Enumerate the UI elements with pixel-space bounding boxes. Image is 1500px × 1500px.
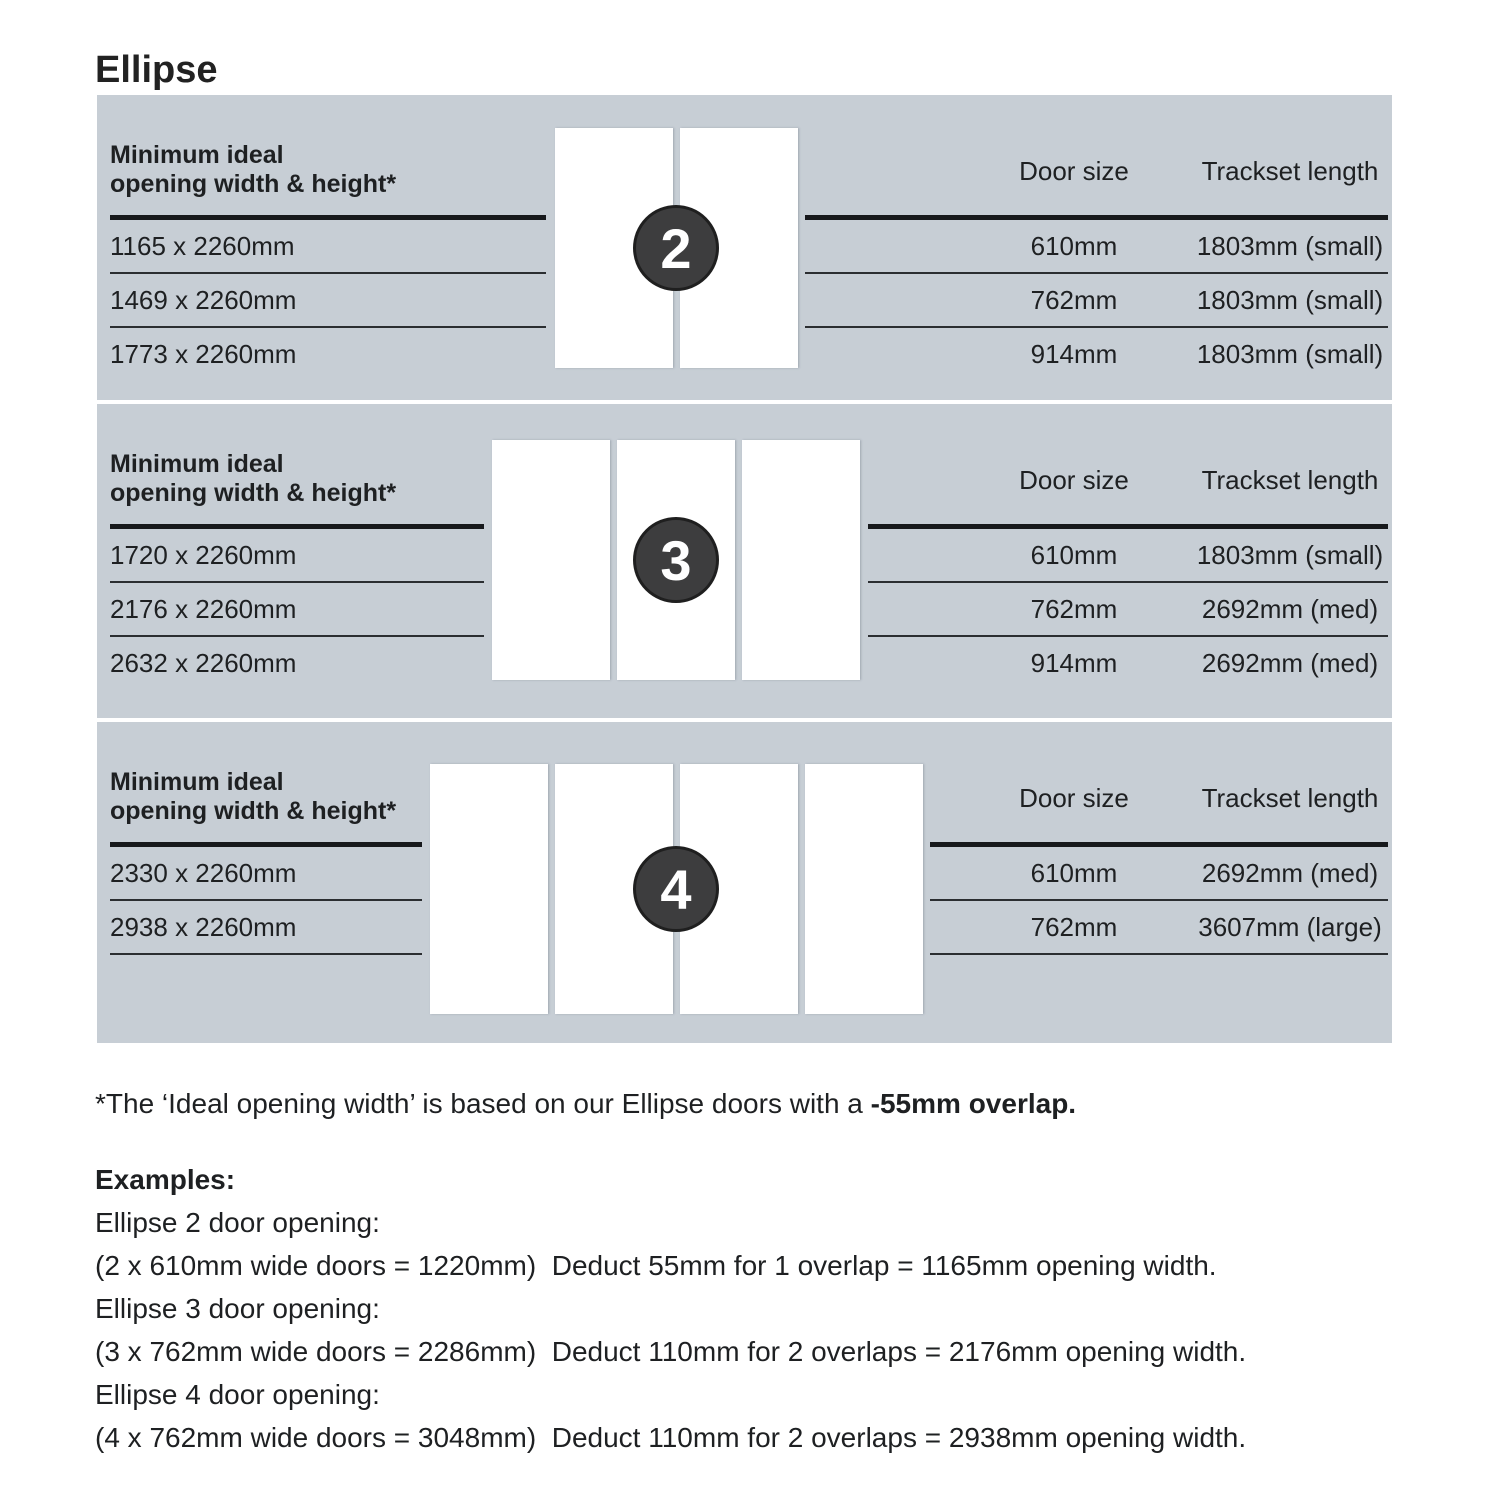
- size-table-column: [868, 450, 1388, 689]
- door-size-col-header: Door size: [1019, 464, 1129, 495]
- row-filler: [868, 637, 956, 689]
- size-table-row: [930, 901, 1388, 955]
- opening-size-header-line1: Minimum ideal: [110, 450, 284, 478]
- row-filler: [805, 274, 956, 326]
- door-size-value: 762mm: [1030, 285, 1118, 315]
- door-config-section: [97, 404, 1392, 718]
- size-table-column: [930, 768, 1388, 955]
- size-table-row: [805, 274, 1388, 328]
- example-detail: (3 x 762mm wide doors = 2286mm) Deduct 110mm for 2 overlaps = 2176mm opening width.: [95, 1336, 1247, 1367]
- trackset-length-value: 3607mm (large): [1198, 912, 1382, 942]
- example-detail: (4 x 762mm wide doors = 3048mm) Deduct 110mm for 2 overlaps = 2938mm opening width.: [95, 1422, 1247, 1453]
- door-panel: [492, 440, 610, 680]
- opening-size-header-line1: Minimum ideal: [110, 768, 284, 796]
- opening-size-column: [110, 141, 546, 380]
- size-table-column: [805, 141, 1388, 380]
- door-size-value: 610mm: [1030, 858, 1118, 888]
- opening-size-header: [110, 141, 546, 201]
- example-detail: (2 x 610mm wide doors = 1220mm) Deduct 55mm for 1 overlap = 1165mm opening width.: [95, 1250, 1217, 1281]
- door-size-value: 914mm: [1030, 339, 1118, 369]
- overlap-footnote: [95, 1082, 1076, 1125]
- door-size-col-header: Door size: [1019, 155, 1129, 186]
- door-panel: [742, 440, 860, 680]
- trackset-length-value: 1803mm (small): [1196, 540, 1384, 570]
- opening-size-value: 1773 x 2260mm: [110, 339, 297, 369]
- footnote-bold-text: -55mm overlap.: [870, 1088, 1077, 1119]
- size-table-header-row: [930, 768, 1388, 828]
- opening-size-value: 1720 x 2260mm: [110, 529, 484, 583]
- trackset-col-header: Trackset length: [1201, 464, 1379, 495]
- spec-panel: [97, 95, 1392, 1043]
- opening-size-rows: [110, 529, 484, 689]
- size-table-row: [930, 847, 1388, 901]
- door-panel: [430, 764, 548, 1014]
- door-config-section: [97, 95, 1392, 400]
- opening-size-header-line2: opening width & height*: [110, 797, 397, 825]
- examples-heading: Examples:: [95, 1164, 236, 1195]
- size-table-row: [805, 328, 1388, 380]
- size-table-row: [868, 529, 1388, 583]
- row-filler: [805, 220, 956, 272]
- trackset-length-value: 2692mm (med): [1201, 858, 1379, 888]
- footnote-text: *The ‘Ideal opening width’ is based on our Ellipse doors with a: [95, 1088, 871, 1119]
- size-table-row: [868, 637, 1388, 689]
- trackset-length-value: 2692mm (med): [1201, 648, 1379, 678]
- door-size-value: 914mm: [1030, 648, 1118, 678]
- opening-size-rows: [110, 220, 546, 380]
- size-table-header-row: [805, 141, 1388, 201]
- size-table-header-row: [868, 450, 1388, 510]
- opening-size-header-line2: opening width & height*: [110, 479, 397, 507]
- door-size-value: 762mm: [1030, 912, 1118, 942]
- trackset-col-header: Trackset length: [1201, 155, 1379, 186]
- example-label: Ellipse 3 door opening:: [95, 1293, 380, 1324]
- row-filler: [930, 901, 956, 953]
- examples-block: [95, 1158, 1246, 1459]
- door-size-col-header: Door size: [1019, 782, 1129, 813]
- opening-size-header: [110, 450, 484, 510]
- size-table-rows: [930, 847, 1388, 955]
- row-filler: [930, 847, 956, 899]
- size-table-rows: [868, 529, 1388, 689]
- opening-size-rows: [110, 847, 422, 955]
- door-size-value: 610mm: [1030, 231, 1118, 261]
- row-filler: [805, 328, 956, 380]
- opening-size-header: [110, 768, 422, 828]
- trackset-length-value: 1803mm (small): [1196, 231, 1384, 261]
- door-size-value: 610mm: [1030, 540, 1118, 570]
- example-label: Ellipse 4 door opening:: [95, 1379, 380, 1410]
- opening-size-column: [110, 450, 484, 689]
- size-table-row: [805, 220, 1388, 274]
- door-count-badge: 3: [633, 517, 719, 603]
- opening-size-header-line1: Minimum ideal: [110, 141, 284, 169]
- door-config-section: [97, 722, 1392, 1043]
- opening-size-value: 2176 x 2260mm: [110, 583, 484, 637]
- trackset-length-value: 1803mm (small): [1196, 285, 1384, 315]
- opening-size-column: [110, 768, 422, 955]
- page-title: Ellipse: [95, 49, 218, 92]
- example-label: Ellipse 2 door opening:: [95, 1207, 380, 1238]
- opening-size-value: 1165 x 2260mm: [110, 220, 546, 274]
- opening-size-value: 2632 x 2260mm: [110, 648, 297, 678]
- door-count-badge: 2: [633, 205, 719, 291]
- row-filler: [868, 583, 956, 635]
- opening-size-value: 2330 x 2260mm: [110, 847, 422, 901]
- door-count-badge: 4: [633, 846, 719, 932]
- opening-size-header-line2: opening width & height*: [110, 170, 397, 198]
- size-table-rows: [805, 220, 1388, 380]
- opening-size-value: 1469 x 2260mm: [110, 274, 546, 328]
- trackset-length-value: 1803mm (small): [1196, 339, 1384, 369]
- trackset-col-header: Trackset length: [1201, 782, 1379, 813]
- door-panel: [805, 764, 923, 1014]
- trackset-length-value: 2692mm (med): [1201, 594, 1379, 624]
- opening-size-value: 2938 x 2260mm: [110, 901, 422, 955]
- door-size-value: 762mm: [1030, 594, 1118, 624]
- row-filler: [868, 529, 956, 581]
- size-table-row: [868, 583, 1388, 637]
